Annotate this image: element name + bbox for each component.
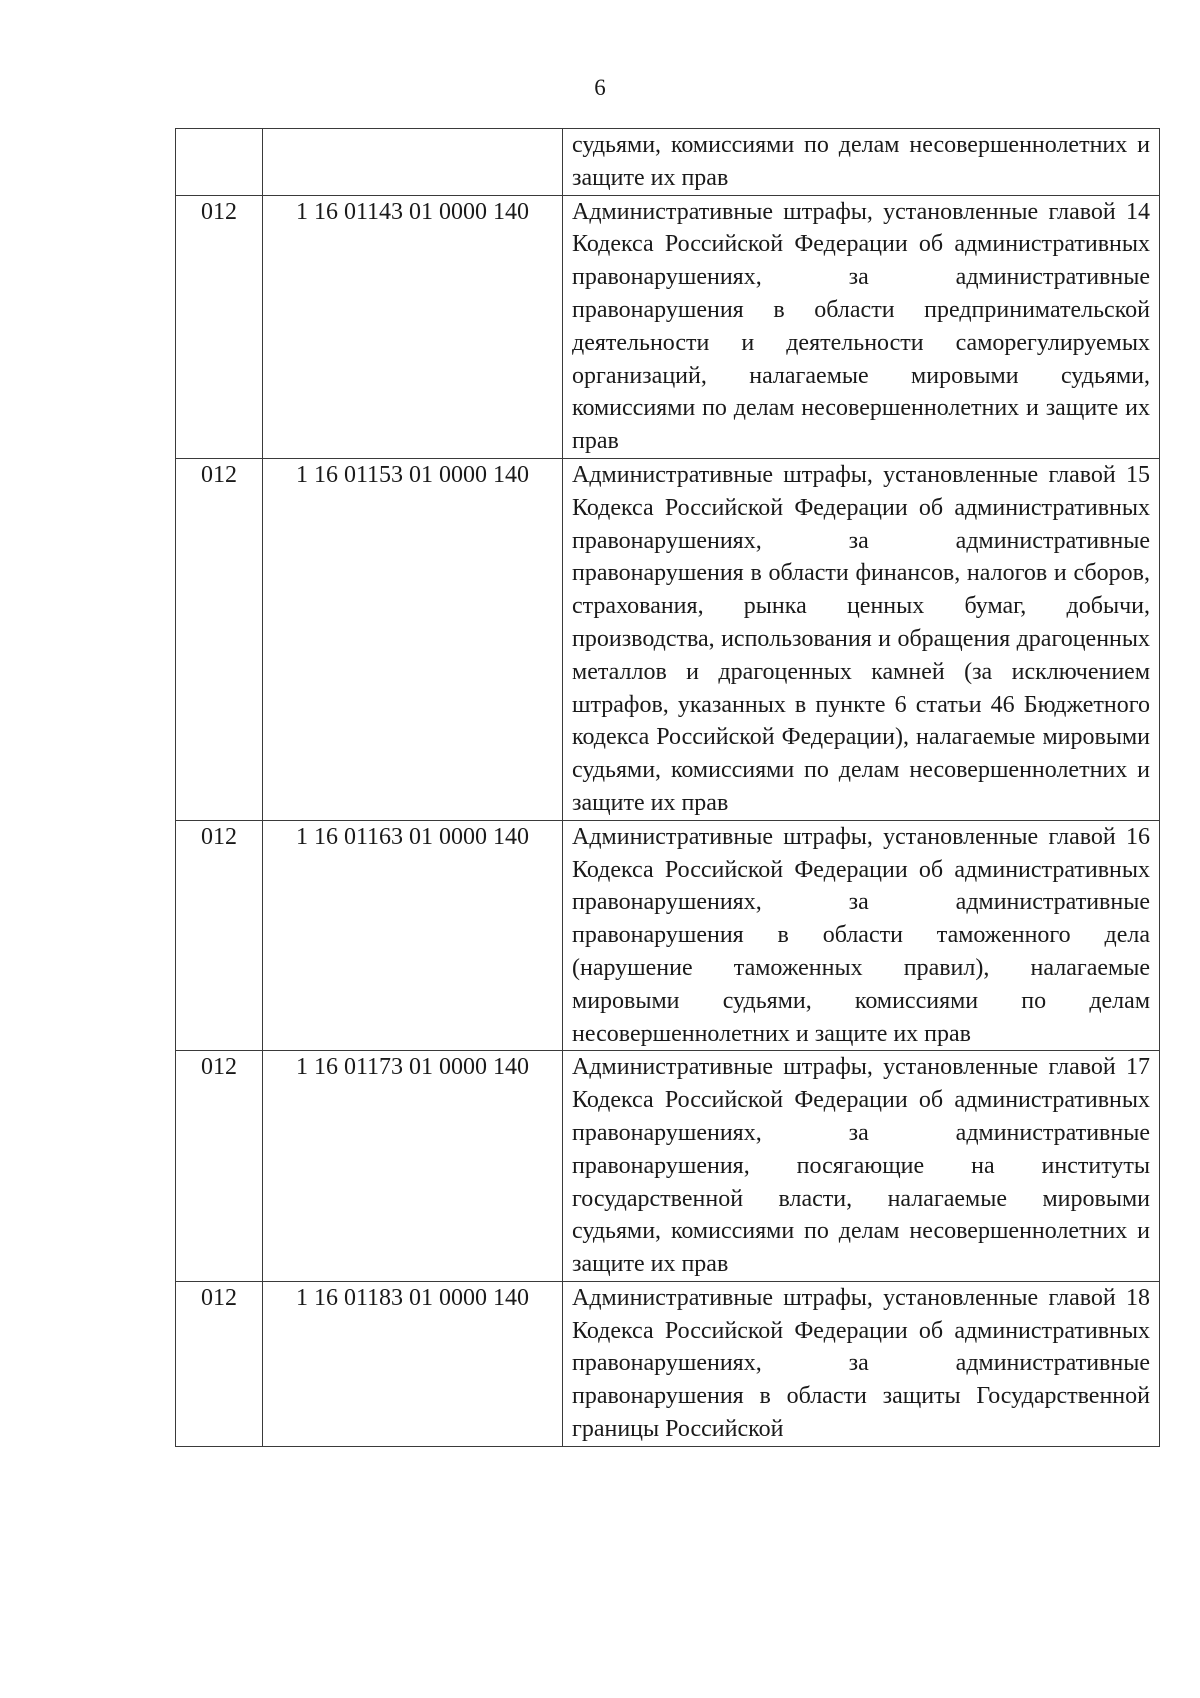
admin-code-cell: 012 [176, 195, 263, 458]
table-row [176, 129, 1160, 196]
kbk-code-cell [263, 129, 563, 196]
admin-code-cell: 012 [176, 458, 263, 820]
description-cell: Административные штрафы, установленные главой 17 Кодекса Российской Федерации об административных правонарушениях, за административные правонарушения, посягающие на институты государственной власти, налагаемые мировыми судьями, комиссиями по делам несовершеннолетних и защите их прав [563, 1051, 1160, 1282]
table-row [176, 1281, 1160, 1446]
admin-code-cell: 012 [176, 1281, 263, 1446]
description-cell: Административные штрафы, установленные главой 18 Кодекса Российской Федерации об административных правонарушениях, за административные правонарушения в области защиты Государственной границы Российской [563, 1281, 1160, 1446]
kbk-code-cell: 1 16 01173 01 0000 140 [263, 1051, 563, 1282]
table-row [176, 1051, 1160, 1282]
admin-code-cell: 012 [176, 820, 263, 1051]
kbk-code-cell: 1 16 01153 01 0000 140 [263, 458, 563, 820]
description-cell: судьями, комиссиями по делам несовершеннолетних и защите их прав [563, 129, 1160, 196]
description-cell: Административные штрафы, установленные главой 14 Кодекса Российской Федерации об административных правонарушениях, за административные правонарушения в области предпринимательской деятельности и деятельности саморегулируемых организаций, налагаемые мировыми судьями, комиссиями по делам несовершеннолетних и защите их прав [563, 195, 1160, 458]
table-row [176, 820, 1160, 1051]
kbk-code-cell: 1 16 01143 01 0000 140 [263, 195, 563, 458]
description-cell: Административные штрафы, установленные главой 16 Кодекса Российской Федерации об административных правонарушениях, за административные правонарушения в области таможенного дела (нарушение таможенных правил), налагаемые мировыми судьями, комиссиями по делам несовершеннолетних и защите их прав [563, 820, 1160, 1051]
kbk-code-cell: 1 16 01163 01 0000 140 [263, 820, 563, 1051]
revenue-codes-table [175, 128, 1160, 1447]
admin-code-cell [176, 129, 263, 196]
page-number: 6 [594, 75, 606, 100]
table-row [176, 195, 1160, 458]
description-cell: Административные штрафы, установленные главой 15 Кодекса Российской Федерации об административных правонарушениях, за административные правонарушения в области финансов, налогов и сборов, страхования, рынка ценных бумаг, добычи, производства, использования и обращения драгоценных металлов и драгоценных камней (за исключением штрафов, указанных в пункте 6 статьи 46 Бюджетного кодекса Российской Федерации), налагаемые мировыми судьями, комиссиями по делам несовершеннолетних и защите их прав [563, 458, 1160, 820]
admin-code-cell: 012 [176, 1051, 263, 1282]
table-row [176, 458, 1160, 820]
kbk-code-cell: 1 16 01183 01 0000 140 [263, 1281, 563, 1446]
